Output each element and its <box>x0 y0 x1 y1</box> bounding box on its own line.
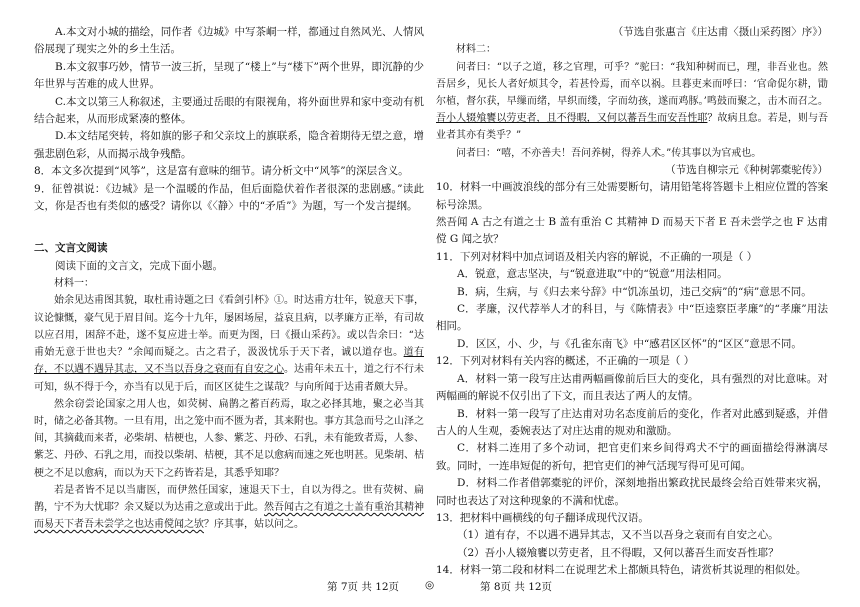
material-2-paragraph-2: 问者曰：“嘻，不亦善夫！吾问养树，得养人术。”传其事以为官戒也。 <box>456 147 762 159</box>
question-9: 9．征曾祺说：《边城》是一个温暖的作品，但后面隐伏着作者很深的悲剧感。”读此文，你是否也有类似的感受？请你以《〈静〉中的“矛盾”》为题，写一个发言提纲。 <box>34 182 424 213</box>
question-12: 12．下列对材料有关内容的概述，不正确的一项是（ ） <box>436 355 695 368</box>
q11-option-a: A．锐意，意志坚决，与“锐意进取”中的“锐意”用法相同。 <box>457 268 728 281</box>
question-13: 13．把材料中画横线的句子翻译成现代汉语。 <box>436 511 649 524</box>
q12-option-b: B．材料一第一段写了庄达甫对功名态度前后的变化，作者对此感到疑惑，并借古人的人生观，委婉表达了对庄达甫的规劝和激励。 <box>436 407 829 437</box>
material-1-paragraph-1: 始余见达甫图其貌，取杜甫诗题之曰《看剑引杯》①。时达甫方壮年，锐意天下事，议论慷慨，豪气见于眉目间。迄今十九年，屡困场屋，益哀且病，以孝廉方正举，有司故以应召用，困辞不赴，遂不复应进士举。而更为图，曰《摄山采药》。或以告余曰：“达甫始无意于世也夫？”余闻而疑之。古之君子，汲汲忧乐于天下者，诚以道存也。道有存，不以遇不遇异其志，又不当以吾身之衰而有自安之心。达甫年未五十，道之行不行未可知，纵不得于今，亦当有以见于后，而区区徒生之谋哉？与向所闻于达甫者颇大异。 <box>34 295 424 393</box>
material-1-source: （节选自张惠言《庄达甫〈摄山采药图〉序》） <box>612 26 828 38</box>
underlined-sentence-2: 吾小人辍飧饔以劳吏者，且不得暇，又何以蕃吾生而安吾性耶 <box>436 113 708 125</box>
left-page <box>34 24 424 533</box>
q12-option-c: C．材料二连用了多个动词，把官吏们来乡间得鸡犬不宁的画面描绘得淋漓尽致。同时，一连串短促的祈句，把官吏们的神气活现写得可见可闻。 <box>436 442 828 472</box>
material-2-paragraph-1: 问者曰：“以子之道，移之官理，可乎？”驼曰：“我知种树而已，理，非吾业也。然吾居乡，见长人者好烦其令，若甚怜焉，而卒以祸。旦暮吏来而呼曰：‘官命促尔耕，勖尔植，督尔获，早缫而绪，早织而缕，字而幼孩，遂而鸡豚。’鸣鼓而聚之，击木而召之。吾小人辍飧饔以劳吏者，且不得暇，又何以蕃吾生而安吾性耶？故病且怠。若是，则与吾业者其亦有类乎？” <box>436 61 829 142</box>
q13-item-2: （2）吾小人辍飧饔以劳吏者，且不得暇，又何以蕃吾生而安吾性耶？ <box>457 546 779 559</box>
question-10-sentence: 然吾闻 A 古之有道之士 B 盖有重治 C 其精神 D 而易天下者 E 吾未尝学之也 F 达甫傥 G 闻之欤？ <box>436 216 828 246</box>
q7-options <box>34 24 424 163</box>
q13-item-1: （1）道有存，不以遇不遇异其志，又不当以吾身之衰而有自安之心。 <box>457 529 779 542</box>
center-mark-icon: ◎ <box>425 579 435 591</box>
q7-option-c: C.本文以第三人称叙述，主要通过岳眼的有限视角，将外面世界和家中变动有机结合起来，从而形成紧凑的整体。 <box>34 95 424 126</box>
left-page-number: 第 7页 共 12页 <box>327 581 400 593</box>
q12-option-d: D．材料二作者借郭橐驼的评价，深刻地指出繁政扰民最终会给百姓带来灾祸，同时也表达了对这种现象的不满和忧虑。 <box>436 477 828 507</box>
q12-option-a: A．材料一第一段写庄达甫两幅画像前后巨大的变化，具有强烈的对比意味。对两幅画的解说不仅引出了下文，而且表达了两人的友情。 <box>436 372 828 403</box>
reading-instruction: 阅读下面的文言文，完成下面小题。 <box>55 259 223 272</box>
right-page-number: 第 8页 共 12页 <box>480 581 553 593</box>
question-8: 8．本文多次提到“风筝”，这是富有意味的细节。请分析文中“风筝”的深层含义。 <box>34 165 409 178</box>
material-1-paragraph-2: 然余窃尝论国家之用人也，如荧树、扁鹊之蓄百药焉，取之必择其地，聚之必当其时，储之必备其物。一旦有用，出之笼中而不匮为者，其来附也。事方其急而号之山泽之间，其摘截而来者，必柴胡、桔梗也，人参、紫芝、丹砂、石乳，未有能致者焉，人参、紫芝、丹砂、石乳之用，而投以柴胡、桔梗，其不足以愈病而速之死也明甚。见柴胡、桔梗之不足以愈病，而以为天下之药皆若是，其悉乎知耶？ <box>34 398 424 479</box>
material-1-label: 材料一： <box>54 278 94 290</box>
wavy-underlined-passage: 然吾闻古之有道之士盖有重治其精神而易天下者吾未尝学之也达甫傥闻之欤 <box>34 501 424 531</box>
q7-option-d: D.本文结尾突转，将如旗的影子和父亲坟上的旗联系，隐含着期待无望之意，增强悲剧色彩，从而揭示战争残酷。 <box>34 130 424 160</box>
section-heading-classical-chinese: 二、文言文阅读 <box>34 242 108 255</box>
q11-option-d: D．区区，小、少，与《孔雀东南飞》中“感君区区怀”的“区区”意思不同。 <box>457 337 802 350</box>
material-2-source: （节选自柳宗元《种树郭橐驼传》） <box>665 163 828 176</box>
q7-option-b: B.本文叙事巧妙，情节一波三折，呈现了“楼上”与“楼下”两个世界，即沉静的少年世界与苦难的成人世界。 <box>34 60 424 91</box>
q11-option-c: C．孝廉，汉代荐举人才的科目，与《陈情表》中“臣逵察臣孝廉”的“孝廉”用法相同。 <box>436 303 828 333</box>
material-1-paragraph-3: 若是者皆不足以当庸医，而伊然任国家，速退天下士，自以为得之。世有荧树、扁鹊，宁不为大忧耶？余又疑以为达甫之意或出于此。然吾闻古之有道之士盖有重治其精神而易天下者吾未尝学之也达甫傥闻之欤？序其事，姑以问之。 <box>34 484 424 531</box>
right-page <box>436 24 828 580</box>
question-14: 14．材料一第二段和材料二在说理艺术上都颇具特色，请赏析其说理的相似处。 <box>436 564 807 577</box>
q11-option-b: B．病，生病，与《归去来兮辞》中“饥冻虽切，违己交病”的“病”意思不同。 <box>457 285 812 298</box>
underlined-sentence-1: 道有存，不以遇不遇异其志，又不当以吾身之衰而有自安之心 <box>34 347 424 376</box>
q7-option-a: A.本文对小城的描绘，同作者《边城》中写茶峒一样，都通过自然风光、人情风俗展现了现实之外的乡土生活。 <box>34 26 424 56</box>
question-10: 10．材料一中画波浪线的部分有三处需要断句，请用铅笔将答题卡上相应位置的答案标号涂黑。 <box>436 181 828 211</box>
material-2-label: 材料二： <box>456 44 496 56</box>
question-11: 11．下列对材料中加点词语及相关内容的解说，不正确的一项是（ ） <box>436 250 758 263</box>
